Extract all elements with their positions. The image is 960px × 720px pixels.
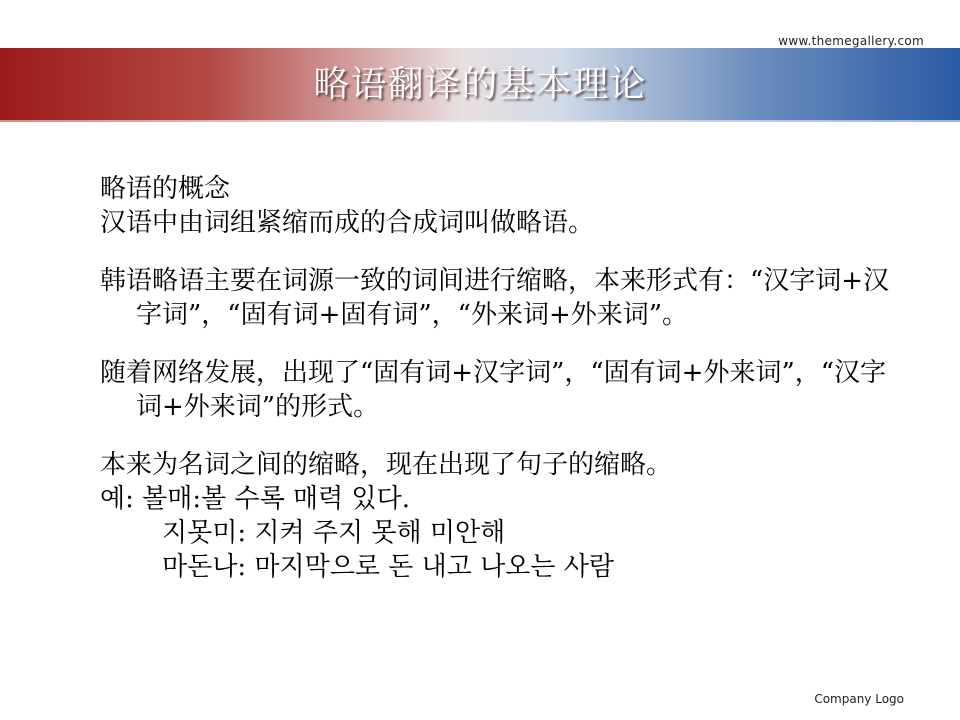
paragraph-gap — [100, 424, 890, 448]
title-band — [0, 48, 960, 122]
slide-content — [100, 172, 890, 584]
example-line: 마돈나: 마지막으로 돈 내고 나오는 사람 — [162, 552, 614, 582]
definition-text: 汉语中由词组紧缩而成的合成词叫做略语。 — [100, 208, 595, 238]
example-line: 예: 볼매:볼 수록 매력 있다. — [100, 484, 411, 514]
paragraph-gap — [100, 332, 890, 356]
network-forms-text: 随着网络发展，出现了“固有词+汉字词”，“固有词+外来词”，“汉字词+外来词”的形式。 — [100, 358, 887, 422]
site-url: www.themegallery.com — [778, 34, 924, 48]
slide-title: 略语翻译的基本理论 — [313, 64, 647, 105]
example-line: 지못미: 지켜 주지 못해 미안해 — [162, 518, 506, 548]
paragraph-gap — [100, 240, 890, 264]
sentence-abbrev-text: 本来为名词之间的缩略，现在出现了句子的缩略。 — [100, 450, 673, 480]
title-band-edge — [0, 120, 960, 122]
company-logo: Company Logo — [814, 692, 904, 706]
concept-heading: 略语的概念 — [100, 174, 231, 204]
korean-forms-text: 韩语略语主要在词源一致的词间进行缩略，本来形式有：“汉字词+汉字词”，“固有词+固有词”，“外来词+外来词”。 — [100, 266, 890, 330]
